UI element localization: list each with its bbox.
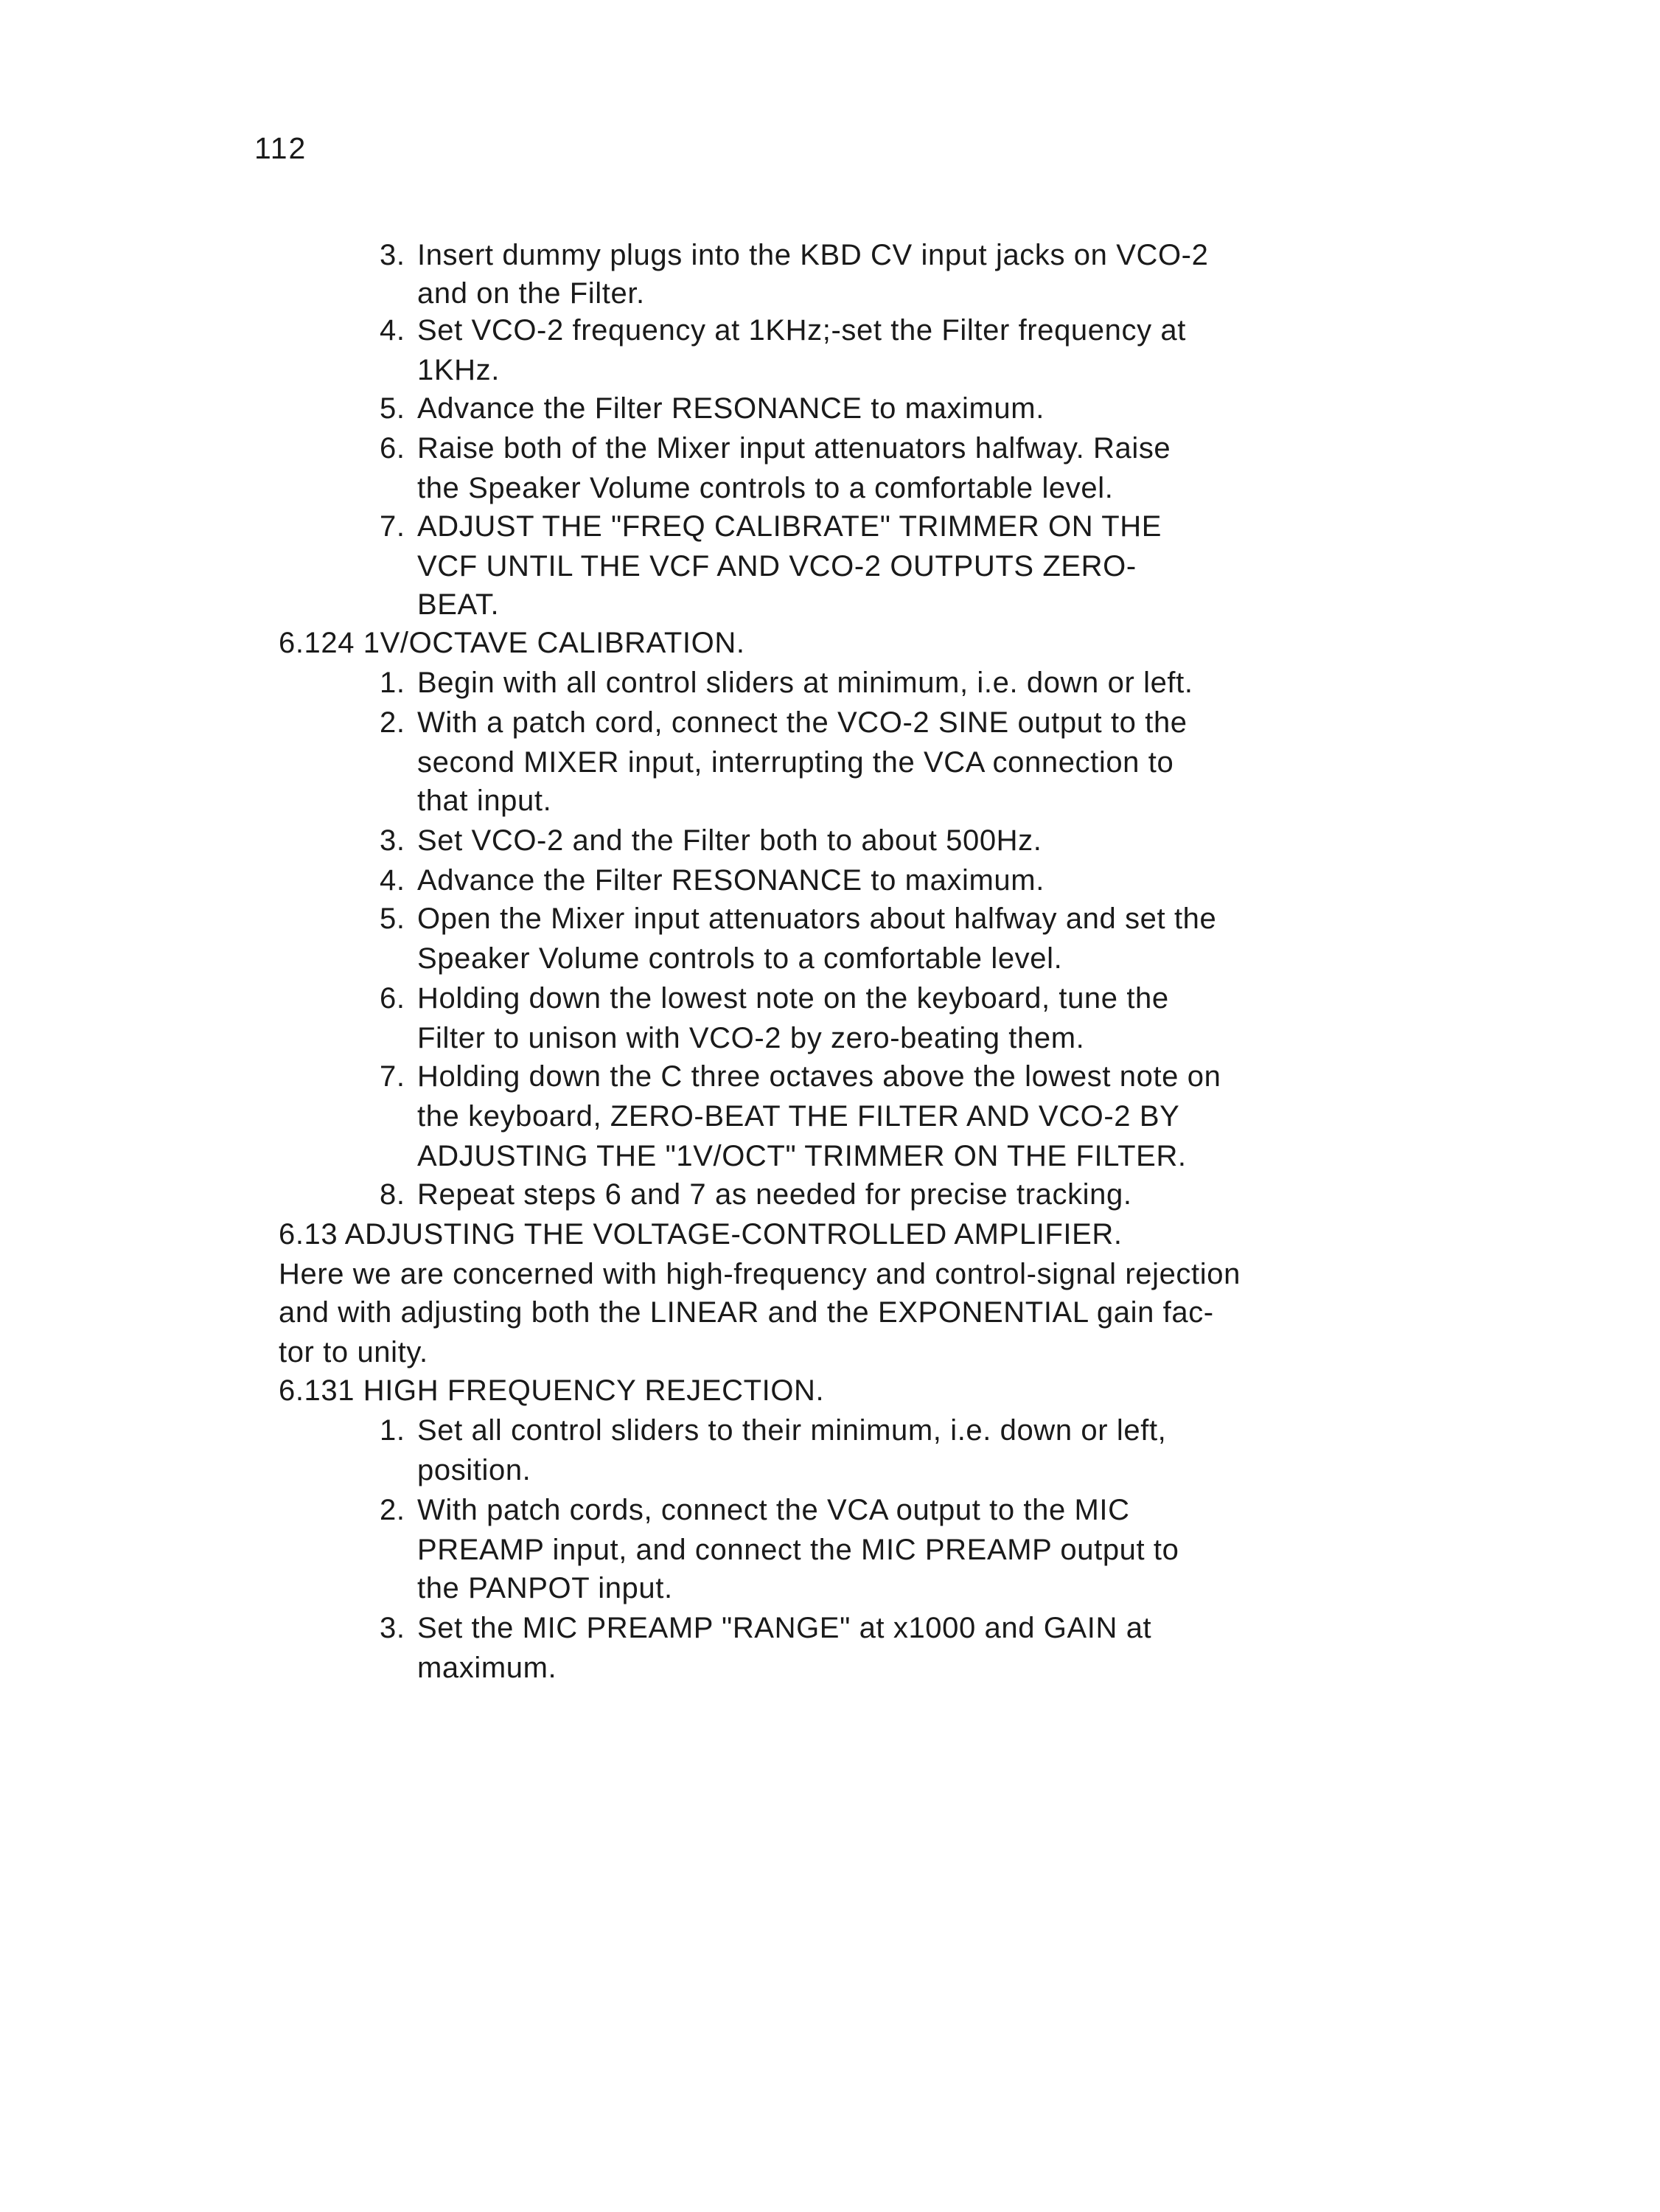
section-heading: 6.124 1V/OCTAVE CALIBRATION. (279, 627, 745, 659)
step-text: Advance the Filter RESONANCE to maximum. (417, 392, 1045, 425)
step-text: second MIXER input, interrupting the VCA connection to (417, 746, 1174, 779)
step-number: 6. (380, 982, 405, 1015)
step-text: the PANPOT input. (417, 1572, 673, 1604)
step-text: Speaker Volume controls to a comfortable level. (417, 942, 1063, 975)
page-number: 112 (254, 131, 307, 165)
step-text: Open the Mixer input attenuators about halfway and set the (417, 902, 1217, 935)
step-number: 7. (380, 1060, 405, 1093)
section-heading: 6.131 HIGH FREQUENCY REJECTION. (279, 1374, 825, 1407)
paragraph-line: Here we are concerned with high-frequency and control-signal rejection (279, 1258, 1241, 1290)
step-text: With patch cords, connect the VCA output to the MIC (417, 1494, 1130, 1526)
step-number: 5. (380, 902, 405, 935)
step-text: Insert dummy plugs into the KBD CV input jacks on VCO-2 (417, 239, 1209, 271)
step-text: BEAT. (417, 588, 500, 621)
step-number: 6. (380, 432, 405, 465)
step-text: VCF UNTIL THE VCF AND VCO-2 OUTPUTS ZERO- (417, 550, 1137, 582)
step-text: Begin with all control sliders at minimum, i.e. down or left. (417, 667, 1193, 699)
step-text: Holding down the lowest note on the keyboard, tune the (417, 982, 1169, 1015)
step-text: and on the Filter. (417, 277, 645, 310)
step-text: Set VCO-2 frequency at 1KHz;-set the Filter frequency at (417, 314, 1186, 347)
step-text: Raise both of the Mixer input attenuators halfway. Raise (417, 432, 1171, 465)
step-number: 8. (380, 1178, 405, 1211)
step-number: 2. (380, 706, 405, 739)
step-number: 3. (380, 239, 405, 271)
step-text: ADJUST THE "FREQ CALIBRATE" TRIMMER ON THE (417, 510, 1162, 543)
section-heading: 6.13 ADJUSTING THE VOLTAGE-CONTROLLED AMPLIFIER. (279, 1218, 1123, 1251)
step-text: Set the MIC PREAMP "RANGE" at x1000 and GAIN at (417, 1612, 1152, 1644)
step-text: that input. (417, 785, 552, 817)
step-text: Holding down the C three octaves above the lowest note on (417, 1060, 1221, 1093)
step-text: position. (417, 1454, 531, 1486)
step-number: 1. (380, 1414, 405, 1447)
step-text: the Speaker Volume controls to a comfortable level. (417, 472, 1114, 504)
step-number: 7. (380, 510, 405, 543)
step-number: 1. (380, 667, 405, 699)
step-number: 4. (380, 314, 405, 347)
step-text: Filter to unison with VCO-2 by zero-beating them. (417, 1022, 1085, 1054)
step-number: 3. (380, 1612, 405, 1644)
step-number: 4. (380, 864, 405, 897)
step-number: 2. (380, 1494, 405, 1526)
step-text: Advance the Filter RESONANCE to maximum. (417, 864, 1045, 897)
step-text: ADJUSTING THE "1V/OCT" TRIMMER ON THE FILTER. (417, 1140, 1187, 1172)
step-text: With a patch cord, connect the VCO-2 SINE output to the (417, 706, 1188, 739)
paragraph-line: and with adjusting both the LINEAR and the EXPONENTIAL gain fac- (279, 1296, 1214, 1329)
step-number: 5. (380, 392, 405, 425)
step-text: maximum. (417, 1652, 557, 1684)
step-text: PREAMP input, and connect the MIC PREAMP output to (417, 1534, 1179, 1566)
paragraph-line: tor to unity. (279, 1336, 428, 1368)
step-text: 1KHz. (417, 354, 500, 386)
step-text: Set VCO-2 and the Filter both to about 500Hz. (417, 824, 1042, 857)
step-text: Set all control sliders to their minimum, i.e. down or left, (417, 1414, 1167, 1447)
step-number: 3. (380, 824, 405, 857)
step-text: Repeat steps 6 and 7 as needed for precise tracking. (417, 1178, 1132, 1211)
step-text: the keyboard, ZERO-BEAT THE FILTER AND VCO-2 BY (417, 1100, 1180, 1133)
